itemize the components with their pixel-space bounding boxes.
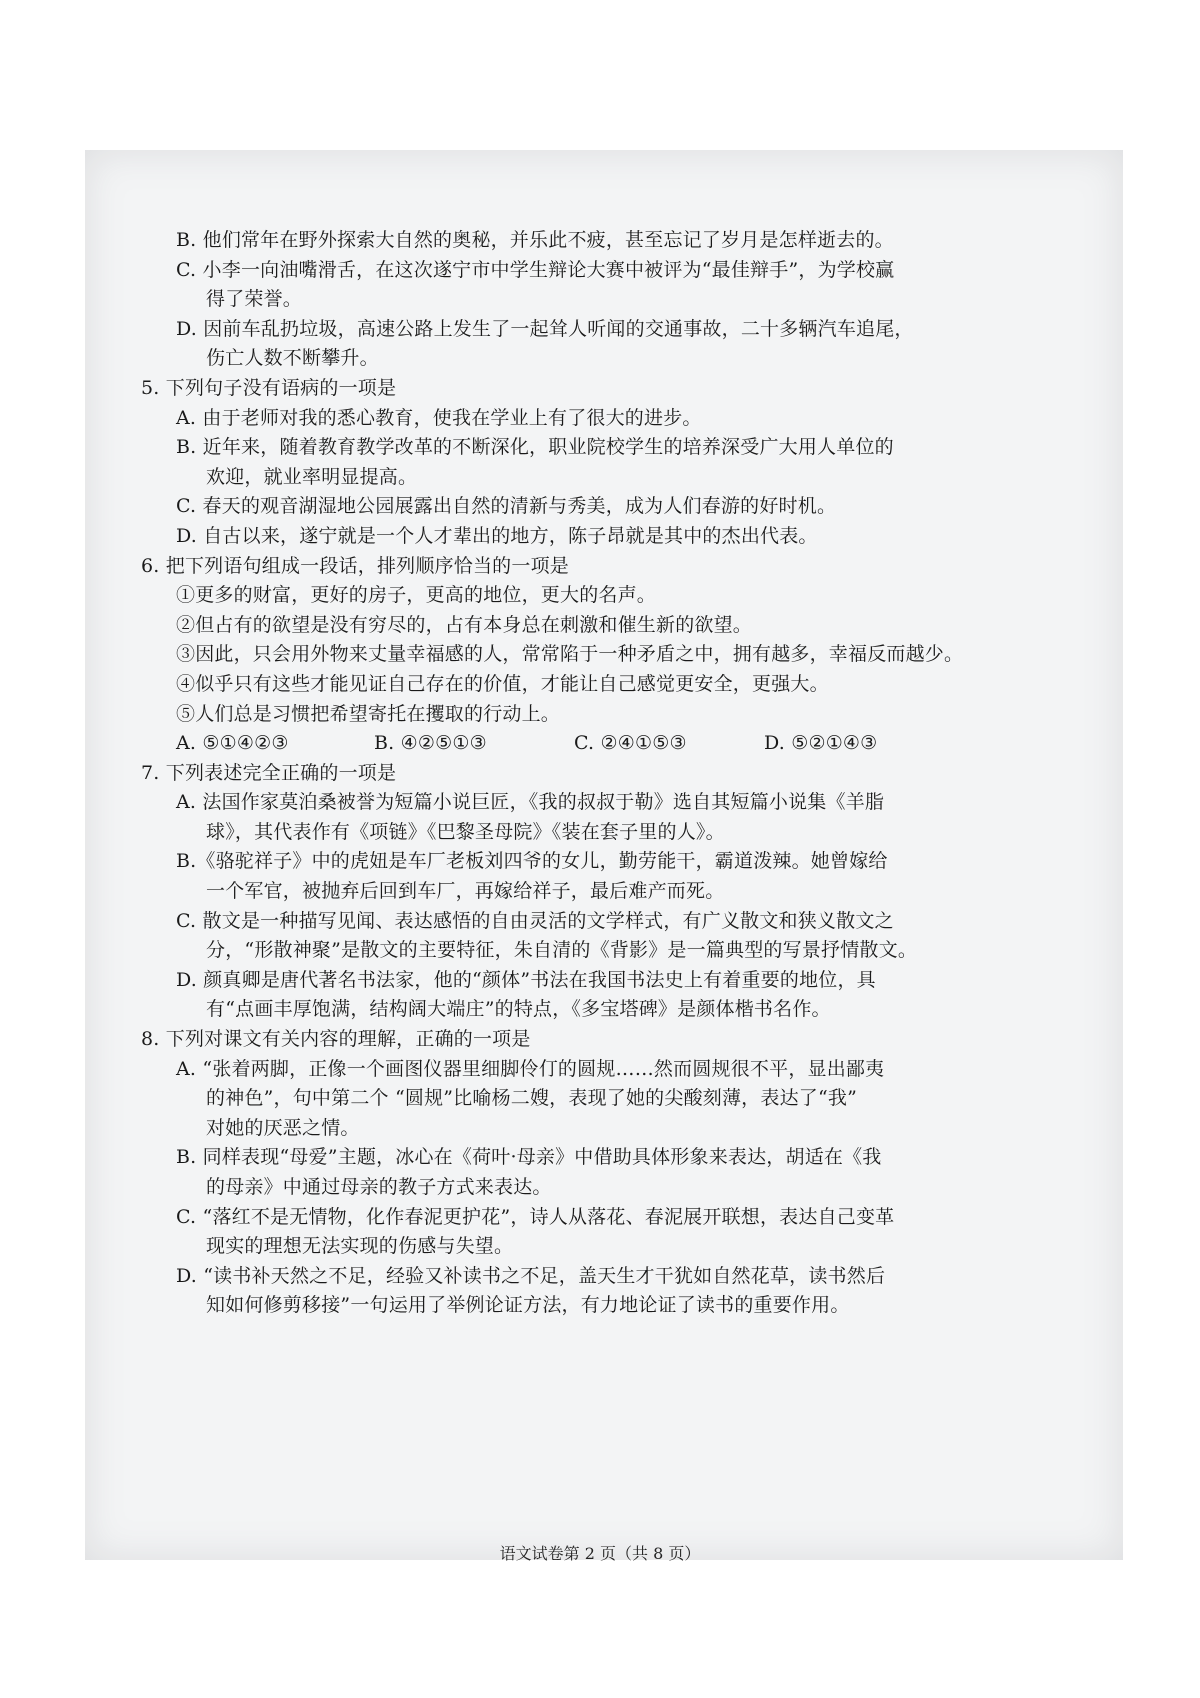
q7-option-c-cont: 分，“形散神聚”是散文的主要特征，朱自清的《背影》是一篇典型的写景抒情散文。 <box>206 939 918 962</box>
q4-option-b: B. 他们常年在野外探索大自然的奥秘，并乐此不疲，甚至忘记了岁月是怎样逝去的。 <box>176 229 894 251</box>
page-footer: 语文试卷第 2 页（共 8 页） <box>499 1544 701 1563</box>
q6-sentence-1: ①更多的财富，更好的房子，更高的地位，更大的名声。 <box>176 584 657 607</box>
q8-option-b-cont: 的母亲》中通过母亲的教子方式来表达。 <box>206 1176 552 1198</box>
q8-stem: 8. 下列对课文有关内容的理解，正确的一项是 <box>141 1028 531 1051</box>
q5-option-a: A. 由于老师对我的悉心教育，使我在学业上有了很大的进步。 <box>176 406 702 429</box>
q6-stem: 6. 把下列语句组成一段话，排列顺序恰当的一项是 <box>141 554 569 577</box>
q5-option-b-cont: 欢迎，就业率明显提高。 <box>206 465 418 488</box>
q7-option-d-cont: 有“点画丰厚饱满，结构阔大端庄”的特点，《多宝塔碑》是颜体楷书名作。 <box>206 998 831 1021</box>
q6-choice-d: D. ⑤②①④③ <box>764 732 878 755</box>
q5-stem: 5. 下列句子没有语病的一项是 <box>141 376 397 399</box>
q8-option-d: D. “读书补天然之不足，经验又补读书之不足，盖天生才干犹如自然花草，读书然后 <box>176 1264 886 1287</box>
q7-stem: 7. 下列表述完全正确的一项是 <box>141 761 397 784</box>
q4-option-d-cont: 伤亡人数不断攀升。 <box>206 347 379 370</box>
q8-option-c: C. “落红不是无情物，化作春泥更护花”，诗人从落花、春泥展开联想，表达自己变革 <box>176 1205 895 1228</box>
q8-option-b: B. 同样表现“母爱”主题，冰心在《荷叶·母亲》中借助具体形象来表达，胡适在《我 <box>176 1146 882 1169</box>
q6-sentence-4: ④似乎只有这些才能见证自己存在的价值，才能让自己感觉更安全，更强大。 <box>176 672 829 695</box>
q7-option-c: C. 散文是一种描写见闻、表达感悟的自由灵活的文学样式，有广义散文和狭义散文之 <box>176 909 894 932</box>
q5-option-d: D. 自古以来，遂宁就是一个人才辈出的地方，陈子昂就是其中的杰出代表。 <box>176 524 818 547</box>
q6-choice-c: C. ②④①⑤③ <box>574 732 687 755</box>
q5-option-c: C. 春天的观音湖湿地公园展露出自然的清新与秀美，成为人们春游的好时机。 <box>176 495 837 518</box>
q8-option-a-cont-1: 的神色”，句中第二个 “圆规”比喻杨二嫂，表现了她的尖酸刻薄，表达了“我” <box>206 1087 858 1110</box>
q6-sentence-3: ③因此，只会用外物来丈量幸福感的人，常常陷于一种矛盾之中，拥有越多，幸福反而越少。 <box>176 643 964 666</box>
q6-choice-b: B. ④②⑤①③ <box>374 732 487 755</box>
q6-choices <box>130 729 1030 759</box>
q7-option-a-cont: 球》，其代表作有《项链》《巴黎圣母院》《装在套子里的人》。 <box>206 820 725 843</box>
q8-option-a-cont-2: 对她的厌恶之情。 <box>206 1116 360 1139</box>
q5-option-b: B. 近年来，随着教育教学改革的不断深化，职业院校学生的培养深受广大用人单位的 <box>176 436 894 459</box>
q6-choice-a: A. ⑤①④②③ <box>176 732 289 755</box>
exam-content <box>130 226 1030 1321</box>
q6-sentence-5: ⑤人们总是习惯把希望寄托在攫取的行动上。 <box>176 702 561 725</box>
q8-option-a: A. “张着两脚，正像一个画图仪器里细脚伶仃的圆规……然而圆规很不平，显出鄙夷 <box>176 1057 885 1080</box>
q4-option-c: C. 小李一向油嘴滑舌，在这次遂宁市中学生辩论大赛中被评为“最佳辩手”，为学校赢 <box>176 258 895 281</box>
q7-option-a: A. 法国作家莫泊桑被誉为短篇小说巨匠，《我的叔叔于勒》选自其短篇小说集《羊脂 <box>176 791 885 814</box>
q8-option-c-cont: 现实的理想无法实现的伤感与失望。 <box>206 1235 514 1258</box>
q7-option-b: B.《骆驼祥子》中的虎妞是车厂老板刘四爷的女儿，勤劳能干，霸道泼辣。她曾嫁给 <box>176 850 888 873</box>
q4-option-c-cont: 得了荣誉。 <box>206 288 303 311</box>
q7-option-b-cont: 一个军官，被抛弃后回到车厂，再嫁给祥子，最后难产而死。 <box>206 880 725 903</box>
q8-option-d-cont: 知如何修剪移接”一句运用了举例论证方法，有力地论证了读书的重要作用。 <box>206 1294 850 1317</box>
q6-sentence-2: ②但占有的欲望是没有穷尽的，占有本身总在刺激和催生新的欲望。 <box>176 613 753 636</box>
q7-option-d: D. 颜真卿是唐代著名书法家，他的“颜体”书法在我国书法史上有着重要的地位，具 <box>176 968 876 991</box>
q4-option-d: D. 因前车乱扔垃圾，高速公路上发生了一起耸人听闻的交通事故，二十多辆汽车追尾， <box>176 317 914 340</box>
